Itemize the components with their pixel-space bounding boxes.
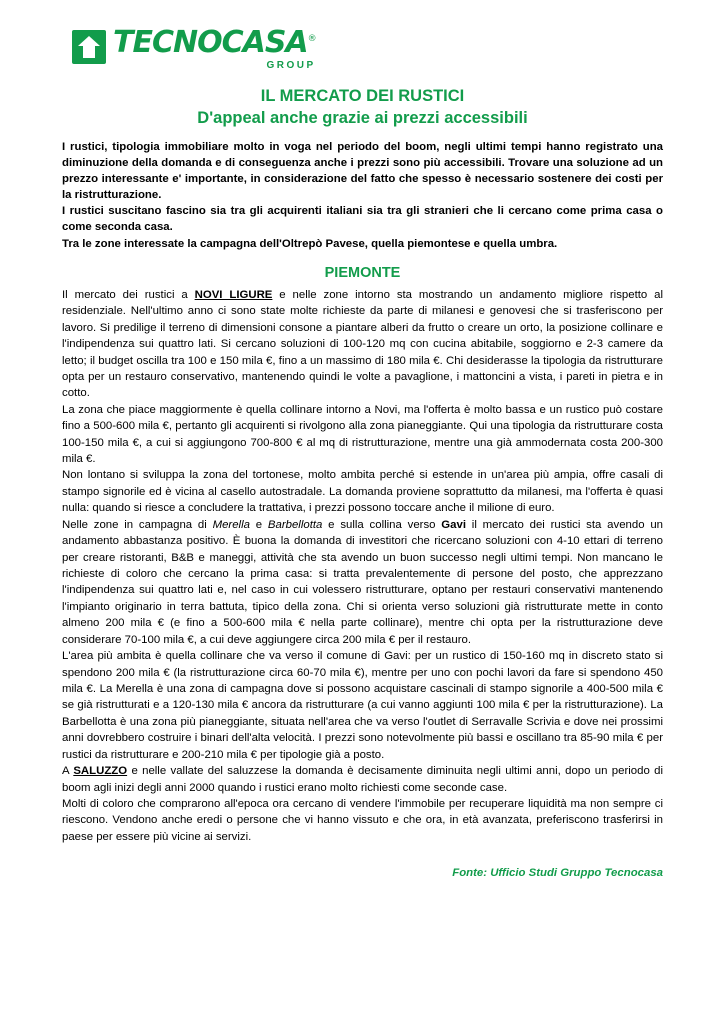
section-title-piemonte: PIEMONTE: [324, 264, 401, 281]
tecnocasa-logo: [72, 25, 663, 71]
text-run: Il mercato dei rustici a: [62, 288, 195, 301]
text-run: e nelle zone intorno sta mostrando un andamento migliore rispetto al residenziale. Nell'ultimo anno ci sono state molte richieste da parte di milanesi e genovesi che si trasferiscono per lavoro. Si predilige il terreno di dimensioni consone a piantare alberi da frutto o creare un orto, la posizione collinare e l'indipendenza sui quattro lati. Si cercano soluzioni di 100-120 mq con cucina abitabile, soggiorno e 2-3 camere da letto; il budget oscilla tra 100 e 150 mila €, fino a un massimo di 180 mila €. Chi desiderasse la tipologia da ristrutturare opta per un restauro conservativo, mantenendo quindi le volte a pavaglione, i mattoncini a vista, i pareti in pietra e in cotto.: [62, 288, 663, 400]
place-name-emphasis: SALUZZO: [73, 765, 128, 778]
page-title: IL MERCATO DEI RUSTICI: [260, 87, 465, 105]
page-subtitle: D'appeal anche grazie ai prezzi accessibili: [197, 109, 528, 128]
text-run: e nelle vallate del saluzzese la domanda è decisamente diminuita negli ultimi anni, dopo un periodo di boom agli inizi degli anni 2000 quando i rustici erano molto richiesti come seconde case.: [62, 765, 663, 794]
logo-wordmark: [113, 25, 316, 60]
body-paragraph: [62, 402, 663, 468]
text-run: e: [249, 518, 268, 531]
text-run: il mercato dei rustici sta avendo un andamento abbastanza positivo. È buona la domanda di investitori che ricercano soluzioni con 4-10 ettari di terreno per creare ristoranti, B&B e maneggi, attività che sta avendo un buon successo negli ultimi tempi. Non mancano le richieste di coloro che cercano la prima casa: si tratta prevalentemente di persone del posto, che apprezzano l'indipendenza sui quattro lati e, nel caso in cui volessero ristrutturare, optano per restauri conservativi mantenendo l'impianto originario in terra battuta, tipico della zona. Chi si orienta verso soluzioni già ristrutturate mette in conto almeno 200 mila € (e fino a 500-600 mila € nella parte collinare), mentre chi opta per la ristrutturazione deve considerare 70-100 mila €, a cui deve aggiungere circa 200 mila € per il restauro.: [62, 518, 664, 646]
text-run: La zona che piace maggiormente è quella collinare intorno a Novi, ma l'offerta è molto bassa e un rustico può costare fino a 500-600 mila €, pertanto gli acquirenti si rivolgono alla zona pianeggiante. Qui una tipologia da ristrutturare costa 100-150 mila €, a cui si aggiungono 700-800 € al mq di ristrutturazione, mentre una già ammodernata costa 200-300 mila €.: [62, 403, 663, 466]
lead-paragraph: Tra le zone interessate la campagna dell'Oltrepò Pavese, quella piemontese e quella umbra.: [62, 237, 558, 250]
body-paragraph: [62, 467, 663, 516]
text-run: Molti di coloro che comprarono all'epoca ora cercano di vendere l'immobile per recuperare liquidità ma non sempre ci riescono. Vendono anche eredi o persone che vi hanno vissuto e che ora, in età avanzata, preferiscono trasferirsi in paese per essere più vicine ai servizi.: [62, 797, 663, 843]
logo-word-text: TECNOCASA: [113, 25, 308, 60]
lead-paragraphs: [62, 139, 663, 252]
text-run: A: [62, 765, 74, 778]
body-paragraph: [62, 648, 663, 763]
place-name-emphasis: NOVI LIGURE: [194, 288, 273, 301]
lead-paragraph: I rustici, tipologia immobiliare molto in voga nel periodo del boom, negli ultimi tempi hanno registrato una diminuzione della domanda e di conseguenza anche i prezzi sono più accessibili. Trovare una soluzione ad un prezzo interessante e' importante, in considerazione del fatto che spesso è necessario sostenere dei costi per la ristrutturazione.: [62, 140, 663, 202]
body-paragraph: [62, 796, 663, 845]
body-paragraph: [62, 517, 663, 648]
lead-paragraph: I rustici suscitano fascino sia tra gli acquirenti italiani sia tra gli stranieri che li cercano come prima casa o come seconda casa.: [62, 205, 663, 234]
place-name-italic: Barbellotta: [267, 518, 323, 531]
registered-mark: ®: [307, 34, 316, 44]
text-run: L'area più ambita è quella collinare che va verso il comune di Gavi: per un rustico di 150-160 mq in discreto stato si spendono 200 mila € (la ristrutturazione circa 60-70 mila €), mentre per uno con pochi lavori da fare si spendono 450 mila €. La Merella è una zona di campagna dove si possono acquistare cascinali di stampo signorile a 400-500 mila € se già ristrutturati e a 120-130 mila € ancora da ristrutturare (a cui vanno aggiunti 100 mila € per la ristrutturazione). La Barbellotta è una zona più pianeggiante, situata nell'area che va verso l'outlet di Serravalle Scrivia e dove nei prossimi anni dovrebbero costruire i binari dell'alta velocità. I prezzi sono notevolmente più bassi e oscillano tra 85-90 mila € per rustici da ristrutturare e 200-210 mila € per tipologie già a posto.: [62, 650, 663, 761]
source-note: Fonte: Ufficio Studi Gruppo Tecnocasa: [452, 867, 663, 880]
text-run: Nelle zone in campagna di: [62, 518, 213, 531]
place-name-italic: Merella: [212, 518, 250, 531]
house-logo-icon: [72, 30, 106, 64]
body-paragraphs: [62, 287, 663, 845]
logo-text: [113, 25, 316, 71]
logo-subtitle: GROUP: [266, 60, 316, 71]
body-paragraph: [62, 287, 663, 402]
place-name-bold: Gavi: [441, 518, 466, 531]
text-run: Non lontano si sviluppa la zona del tortonese, molto ambita perché si estende in un'area più ampia, offre casali di stampo signorile ed è vicina al casello autostradale. La domanda proviene soprattutto da milanesi, ma l'offerta è quasi nulla: quando si riesce a concludere la trattativa, i prezzi possono toccare anche il milione di euro.: [62, 469, 663, 515]
body-paragraph: [62, 763, 663, 796]
text-run: e sulla collina verso: [322, 518, 442, 531]
